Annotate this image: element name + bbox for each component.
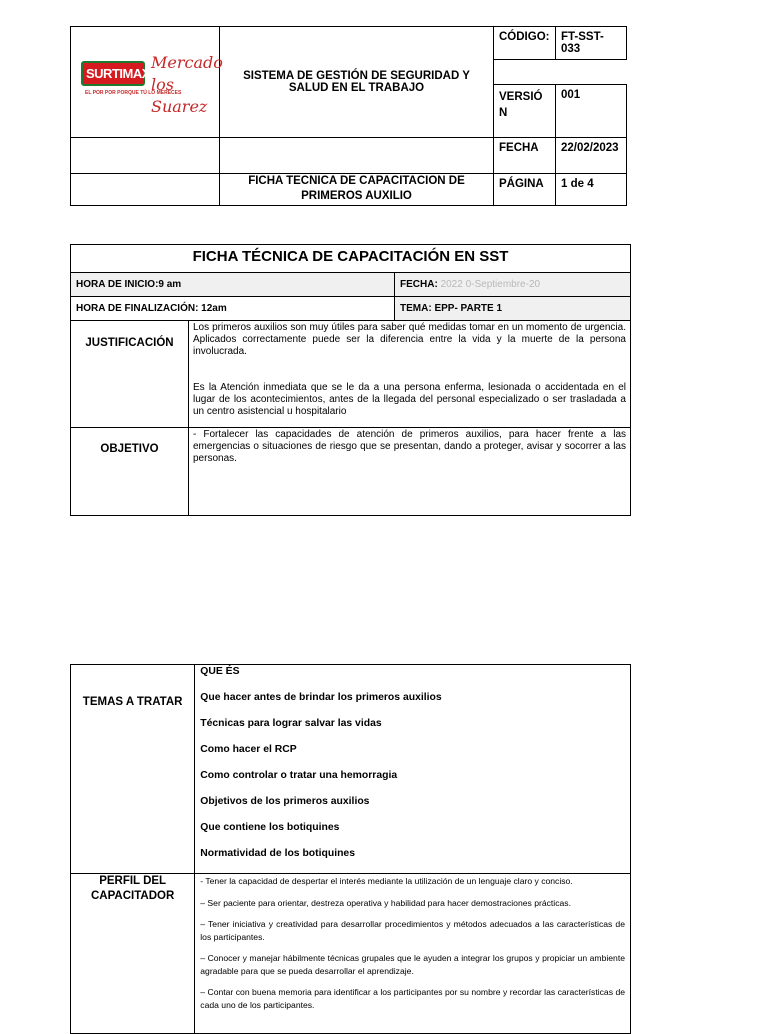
- document-header: [70, 26, 627, 206]
- topic-item: Como controlar o tratar una hemorragia: [200, 770, 398, 781]
- hora-fin: HORA DE FINALIZACIÓN: 12am: [71, 297, 395, 321]
- tema-field: TEMA: EPP- PARTE 1: [395, 297, 631, 321]
- topic-item: QUE ÉS: [200, 666, 240, 677]
- justificacion-paragraph-1: Los primeros auxilios son muy útiles para saber qué medidas tomar en un momento de urgencia. Aplicados correctamente puede ser la diferencia entre la vida y la muerte de la persona involucrada.: [193, 322, 626, 357]
- topic-item: Como hacer el RCP: [200, 744, 297, 755]
- topic-item: Normatividad de los botiquines: [200, 848, 355, 859]
- justificacion-text: [189, 321, 631, 428]
- justificacion-paragraph-2: Es la Atención inmediata que se le da a una persona enferma, lesionada o accidentada en el lugar de los acontecimientos, antes de la llegada del personal especializado o ser trasladada a un centro asistencial u hospitalario: [193, 382, 626, 417]
- perfil-item: – Tener iniciativa y creatividad para desarrollar procedimientos y métodos adecuados a las características de los participantes.: [200, 919, 625, 942]
- temas-perfil-table: [70, 664, 631, 1034]
- system-title-bottom: [220, 138, 494, 174]
- doc-title: FICHA TECNICA DE CAPACITACION DE PRIMEROS AUXILIO: [220, 174, 494, 206]
- codigo-value: FT-SST-033: [556, 27, 627, 60]
- version-label: VERSIÓN: [494, 85, 556, 138]
- hora-inicio: HORA DE INICIO:9 am: [71, 273, 395, 297]
- topic-item: Que contiene los botiquines: [200, 822, 340, 833]
- fecha-field: FECHA: 2022 0-Septiembre-20: [395, 273, 631, 297]
- justificacion-label: JUSTIFICACIÓN: [71, 321, 189, 428]
- topic-item: Técnicas para lograr salvar las vidas: [200, 718, 382, 729]
- pagina-label: PÁGINA: [494, 174, 556, 206]
- fecha-value: 22/02/2023: [556, 138, 627, 174]
- logo-cell-foot: [71, 174, 220, 206]
- temas-label: TEMAS A TRATAR: [71, 665, 195, 874]
- perfil-item: – Conocer y manejar hábilmente técnicas grupales que le ayuden a integrar los grupos y propiciar un ambiente agradable para que se pueda desarrollar el aprendizaje.: [200, 953, 625, 976]
- version-value: 001: [556, 85, 627, 138]
- fecha-label: FECHA: [494, 138, 556, 174]
- logo-cell-bottom: [71, 138, 220, 174]
- objetivo-text: - Fortalecer las capacidades de atención de primeros auxilios, para hacer frente a las emergencias o situaciones de riesgo que se presentan, dando a proteger, avisar y socorrer a las personas.: [189, 428, 631, 516]
- fecha-field-value: 2022 0-Septiembre-20: [437, 279, 541, 290]
- company-logo: SURTIMAX EL POR POR PORQUE TÚ LO MERECES Mercado los Suarez: [75, 42, 219, 114]
- ficha-tecnica-table: [70, 244, 631, 516]
- system-title: SISTEMA DE GESTIÓN DE SEGURIDAD Y SALUD EN EL TRABAJO: [220, 27, 494, 138]
- perfil-item: - Tener la capacidad de despertar el interés mediante la utilización de un lenguaje claro y conciso.: [200, 876, 573, 886]
- temas-list: [195, 665, 631, 874]
- topic-item: Objetivos de los primeros auxilios: [200, 796, 370, 807]
- pagina-value: 1 de 4: [556, 174, 627, 206]
- topic-item: Que hacer antes de brindar los primeros auxilios: [200, 692, 442, 703]
- perfil-item: – Ser paciente para orientar, destreza operativa y habilidad para hacer demostraciones prácticas.: [200, 897, 571, 908]
- logo-cell: [71, 27, 223, 138]
- perfil-label: PERFIL DEL CAPACITADOR: [71, 874, 195, 1034]
- codigo-label: CÓDIGO:: [494, 27, 556, 60]
- perfil-list: [195, 874, 631, 1034]
- perfil-item: – Contar con buena memoria para identificar a los participantes por su nombre y recordar las características de cada uno de los participantes.: [200, 987, 625, 1010]
- objetivo-label: OBJETIVO: [71, 428, 189, 516]
- ficha-title: FICHA TÉCNICA DE CAPACITACIÓN EN SST: [71, 245, 631, 273]
